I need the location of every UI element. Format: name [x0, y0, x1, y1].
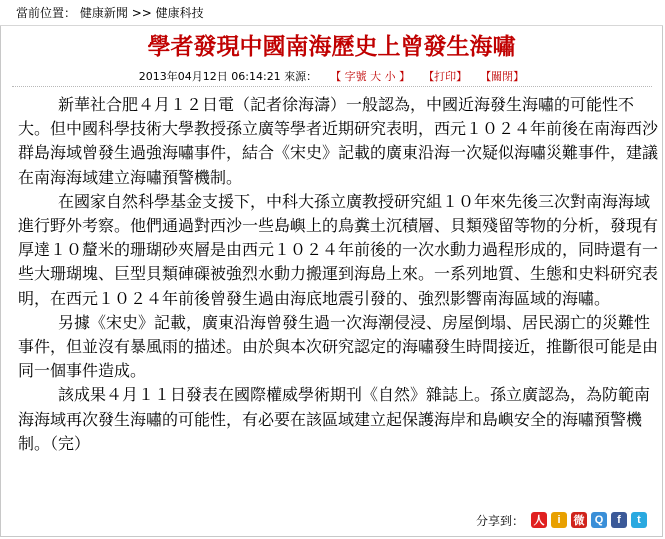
close-button[interactable]: 【關閉】 — [480, 70, 525, 83]
print-button[interactable]: 【打印】 — [423, 70, 468, 83]
article-paragraph: 另據《宋史》記載，廣東沿海曾發生過一次海潮侵浸、房屋倒塌、居民溺亡的災難性事件，但並沒有暴風雨的描述。由於與本次研究認定的海嘯發生時間接近，推斷很可能是由同一個事件造成。 — [18, 312, 659, 381]
breadcrumb-label: 當前位置： — [16, 6, 77, 20]
article-paragraph: 該成果４月１１日發表在國際權威學術期刊《自然》雜誌上。孫立廣認為，為防範南海海域再次發生海嘯的可能性，有必要在該區域建立起保護海岸和島嶼安全的海嘯預警機制。（完） — [18, 385, 651, 453]
breadcrumb-link-health-news[interactable]: 健康新聞 — [79, 6, 128, 20]
article-paragraph: 在國家自然科學基金支援下，中科大孫立廣教授研究組１０年來先後三次對南海海域進行野外考察。他們通過對西沙一些島嶼上的鳥糞土沉積層、貝類殘留等物的分析，發現有厚達１０釐米的珊瑚砂夾層是由西元１０２４年前後的一次水動力過程形成的，同時還有一些大珊瑚塊、巨型貝類硨磲被強烈水動力搬運到海島上來。一系列地質、生態和史料研究表明，在西元１０２４年前後曾發生過由海底地震引發的、強烈影響南海區域的海嘯。 — [18, 191, 659, 308]
renren-icon[interactable]: 人 — [531, 512, 547, 528]
page-title: 學者發現中國南海歷史上曾發生海嘯 — [147, 33, 516, 60]
article-body — [18, 93, 658, 456]
breadcrumb-separator: >> — [131, 6, 152, 20]
article-meta — [0, 70, 663, 84]
article-paragraph: 新華社合肥４月１２日電（記者徐海濤）一般認為，中國近海發生海嘯的可能性不大。但中國科學技術大學教授孫立廣等學者近期研究表明，西元１０２４年前後在南海西沙群島海域曾發生過強海嘯事件，結合《宋史》記載的廣東沿海一次疑似海嘯災難事件，建議在南海海域建立海嘯預警機制。 — [18, 95, 659, 187]
share-label: 分享到： — [475, 513, 524, 528]
breadcrumb-link-health-tech[interactable]: 健康科技 — [155, 6, 204, 20]
source-label: 來源： — [284, 70, 318, 83]
share-bar — [476, 511, 647, 529]
twitter-icon[interactable]: t — [631, 512, 647, 528]
weibo-icon[interactable]: 微 — [571, 512, 587, 528]
facebook-icon[interactable]: f — [611, 512, 627, 528]
qzone-icon[interactable]: Q — [591, 512, 607, 528]
kaixin-icon[interactable]: i — [551, 512, 567, 528]
publish-date: 2013年04月12日 06:14:21 — [138, 70, 281, 83]
breadcrumb-bar — [0, 0, 663, 26]
font-size-button[interactable]: 【 字號 大 小 】 — [330, 70, 411, 83]
meta-divider — [12, 86, 652, 87]
breadcrumb — [16, 6, 204, 20]
